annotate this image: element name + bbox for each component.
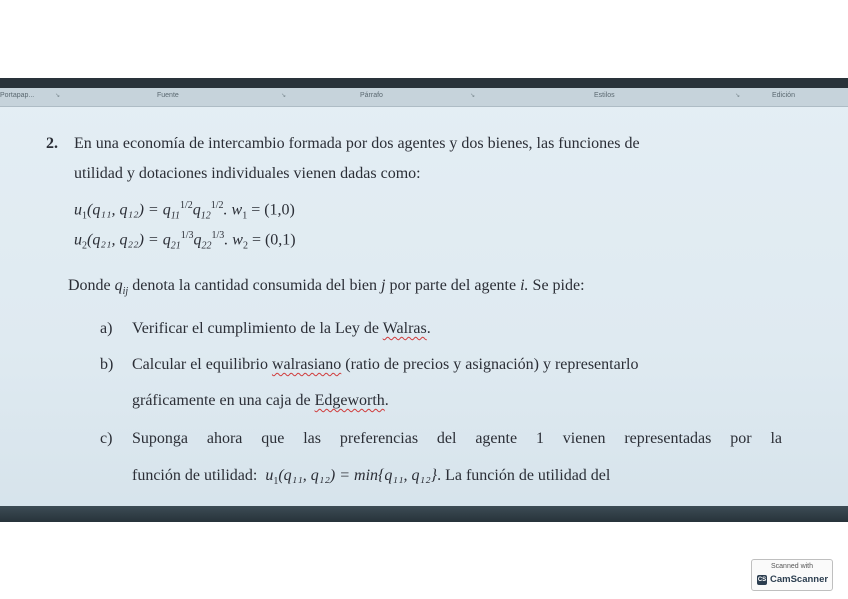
item-b-line-1: Calcular el equilibrio walrasiano (ratio de precios y asignación) y representarlo: [132, 356, 639, 373]
item-c-label: c): [100, 430, 113, 447]
camscanner-logo-icon: CS: [757, 577, 767, 583]
document-photo: [0, 78, 848, 522]
dialog-launcher-icon[interactable]: ↘: [55, 93, 61, 99]
dialog-launcher-icon[interactable]: ↘: [735, 93, 741, 99]
item-a-label: a): [100, 320, 113, 337]
ribbon-group-styles[interactable]: Estilos: [594, 92, 615, 99]
item-a-text: Verificar el cumplimiento de la Ley de Walras.: [132, 320, 431, 337]
ribbon-group-editing[interactable]: Edición: [772, 92, 795, 99]
dialog-launcher-icon[interactable]: ↘: [281, 93, 287, 99]
item-c-line-1: Suponga ahora que las preferencias del agente 1 vienen representadas por la: [132, 430, 782, 447]
exercise-number: 2.: [46, 135, 58, 152]
document-body: [0, 106, 848, 506]
utility-equation-1: $u_1(q_{11}$, $q_{12}) = q_{11}^{1/2}q_{12}^{1/2}$. $w_1 = (1,0)$: [74, 200, 295, 222]
ribbon-group-paragraph[interactable]: Párrafo: [360, 92, 383, 99]
item-b-line-2: gráficamente en una caja de Edgeworth.: [132, 392, 389, 409]
item-b-label: b): [100, 356, 114, 373]
dialog-launcher-icon[interactable]: ↘: [470, 93, 476, 99]
donde-line: Donde $q_{ij}$ denota la cantidad consumida del bien j por parte del agente i. Se pide:: [68, 277, 585, 298]
ribbon-group-font[interactable]: Fuente: [157, 92, 179, 99]
ribbon-group-clipboard[interactable]: Portapap...: [0, 92, 35, 99]
watermark-brand: CamScanner: [770, 574, 829, 585]
window-top-bar: [0, 78, 848, 88]
ribbon-group-bar: [0, 88, 848, 107]
utility-equation-2: $u_2(q_{21}$, $q_{22}) = q_{21}^{1/3}q_{22}^{1/3}$. $w_2 = (0,1)$: [74, 230, 296, 252]
intro-line-2: utilidad y dotaciones individuales vienen dadas como:: [74, 165, 421, 182]
window-bottom-bar: [0, 506, 848, 522]
camscanner-watermark: [751, 559, 833, 591]
intro-line-1: En una economía de intercambio formada por dos agentes y dos bienes, las funciones de: [74, 135, 640, 152]
item-c-line-2: función de utilidad: $u_1(q_{11}$, q₁₂) = min{q₁₁, q₁₂}. La función de utilidad del: [132, 467, 611, 488]
watermark-caption: Scanned with: [770, 563, 814, 570]
